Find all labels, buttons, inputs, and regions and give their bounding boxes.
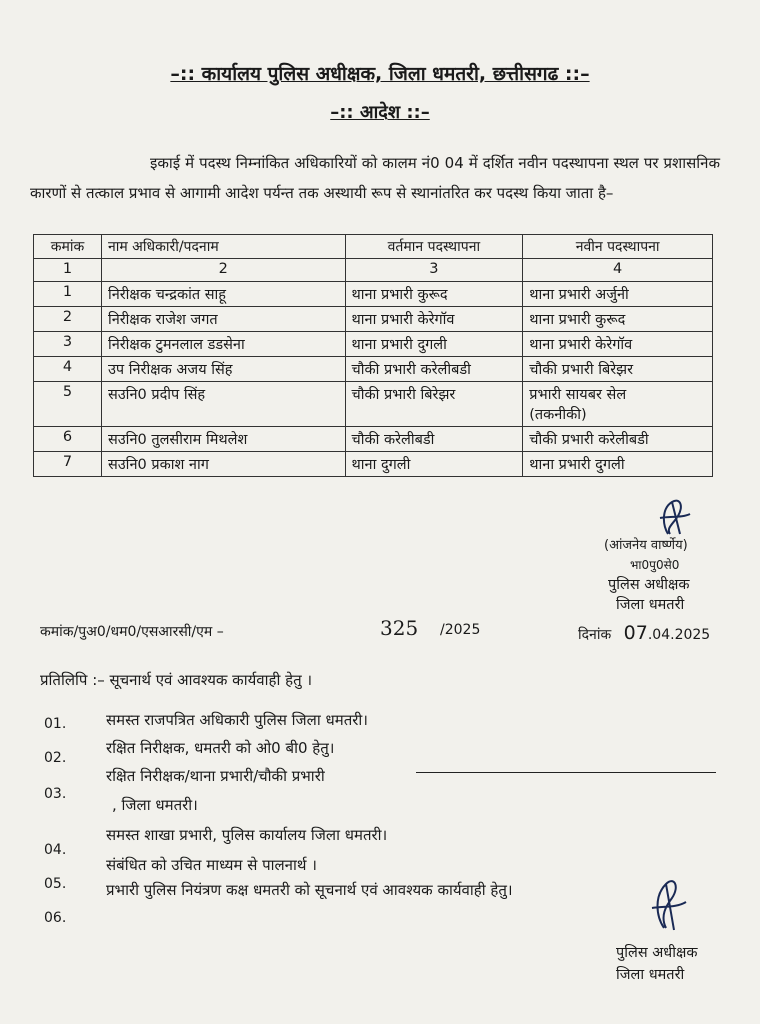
row-new-posting: थाना प्रभारी कुरूद xyxy=(523,307,713,332)
table-header-row xyxy=(34,235,713,259)
row-name: सउनि0 प्रकाश नाग xyxy=(101,452,345,477)
col-number: 2 xyxy=(101,259,345,282)
row-serial: 1 xyxy=(34,282,102,307)
row-new-posting: चौकी प्रभारी बिरेझर xyxy=(523,357,713,382)
row-name: निरीक्षक राजेश जगत xyxy=(101,307,345,332)
row-name: निरीक्षक टुमनलाल डडसेना xyxy=(101,332,345,357)
copy-item-number: 05. xyxy=(44,876,67,892)
table-row xyxy=(34,452,713,477)
row-new-posting xyxy=(523,382,713,427)
footer-district: जिला धमतरी xyxy=(616,967,685,983)
row-serial: 3 xyxy=(34,332,102,357)
row-name: सउनि0 तुलसीराम मिथलेश xyxy=(101,427,345,452)
row-serial: 2 xyxy=(34,307,102,332)
copy-item-number: 06. xyxy=(44,910,67,926)
signatory-name: (आंजनेय वार्ष्णेय) xyxy=(604,538,688,553)
copy-item-number: 04. xyxy=(44,842,67,858)
row-name: सउनि0 प्रदीप सिंह xyxy=(101,382,345,427)
blank-fill-line xyxy=(416,772,716,773)
row-current-posting: चौकी प्रभारी बिरेझर xyxy=(345,382,523,427)
col-number: 4 xyxy=(523,259,713,282)
row-serial: 5 xyxy=(34,382,102,427)
signatory-designation: पुलिस अधीक्षक xyxy=(608,577,690,593)
row-new-posting: थाना प्रभारी अर्जुनी xyxy=(523,282,713,307)
header-new-posting: नवीन पदस्थापना xyxy=(523,235,713,259)
row-new-posting: थाना प्रभारी दुगली xyxy=(523,452,713,477)
row-current-posting: चौकी करेलीबडी xyxy=(345,427,523,452)
table-column-number-row xyxy=(34,259,713,282)
table-row xyxy=(34,282,713,307)
copy-item-text: संबंधित को उचित माध्यम से पालनार्थ । xyxy=(106,856,317,874)
header-serial: कमांक xyxy=(34,235,102,259)
signature-scribble xyxy=(640,494,700,540)
row-current-posting: थाना प्रभारी कुरूद xyxy=(345,282,523,307)
footer-designation: पुलिस अधीक्षक xyxy=(616,945,698,961)
table-row xyxy=(34,357,713,382)
table-row xyxy=(34,332,713,357)
table-row xyxy=(34,382,713,427)
copy-item-text: रक्षित निरीक्षक, धमतरी को ओ0 बी0 हेतु। xyxy=(106,739,335,757)
row-new-posting: थाना प्रभारी केरेगॉव xyxy=(523,332,713,357)
row-serial: 7 xyxy=(34,452,102,477)
table-row xyxy=(34,427,713,452)
reference-year: /2025 xyxy=(440,622,481,638)
col-number: 3 xyxy=(345,259,523,282)
reference-number: 325 xyxy=(380,616,419,640)
intro-paragraph: इकाई में पदस्थ निम्नांकित अधिकारियों को कालम नं0 04 में दर्शित नवीन पदस्थापना स्थल पर प्रशासनिक कारणों से तत्काल प्रभाव से आगामी आदेश पर्यन्त तक अस्थायी रूप से स्थानांतरित कर पदस्थ किया जाता है– xyxy=(30,154,720,202)
date-label: दिनांक xyxy=(578,627,612,643)
signatory-district: जिला धमतरी xyxy=(616,597,685,613)
header-name: नाम अधिकारी/पदनाम xyxy=(101,235,345,259)
new-posting-line2: (तकनीकी) xyxy=(529,407,587,423)
header-current-posting: वर्तमान पदस्थापना xyxy=(345,235,523,259)
copy-item-number: 02. xyxy=(44,750,67,766)
copy-item-text: समस्त राजपत्रित अधिकारी पुलिस जिला धमतरी। xyxy=(106,711,368,729)
table-row xyxy=(34,307,713,332)
transfer-table xyxy=(33,234,713,477)
row-serial: 4 xyxy=(34,357,102,382)
signature-scribble xyxy=(640,872,690,934)
copy-item-text: प्रभारी पुलिस नियंत्रण कक्ष धमतरी को सूचनार्थ एवं आवश्यक कार्यवाही हेतु। xyxy=(106,881,513,899)
reference-date xyxy=(578,622,710,644)
date-day: 07 xyxy=(623,622,648,644)
copy-item-number: 01. xyxy=(44,716,67,732)
copy-item-text: समस्त शाखा प्रभारी, पुलिस कार्यालय जिला धमतरी। xyxy=(106,826,388,844)
row-new-posting: चौकी प्रभारी करेलीबडी xyxy=(523,427,713,452)
new-posting-line1: प्रभारी सायबर सेल xyxy=(529,387,627,403)
row-current-posting: चौकी प्रभारी करेलीबडी xyxy=(345,357,523,382)
col-number: 1 xyxy=(34,259,102,282)
row-current-posting: थाना प्रभारी केरेगॉव xyxy=(345,307,523,332)
row-current-posting: थाना प्रभारी दुगली xyxy=(345,332,523,357)
copy-heading: प्रतिलिपि :– सूचनार्थ एवं आवश्यक कार्यवाही हेतु । xyxy=(40,671,313,689)
signatory-service: भा0पु0से0 xyxy=(630,558,680,572)
copy-item-number: 03. xyxy=(44,786,67,802)
order-title: –:: आदेश ::– xyxy=(330,102,430,123)
office-title: –:: कार्यालय पुलिस अधीक्षक, जिला धमतरी, छत्तीसगढ ::– xyxy=(170,63,590,85)
row-name: निरीक्षक चन्द्रकांत साहू xyxy=(101,282,345,307)
copy-item-text-line2: , जिला धमतरी। xyxy=(112,796,198,814)
row-serial: 6 xyxy=(34,427,102,452)
date-rest: .04.2025 xyxy=(647,627,711,643)
row-current-posting: थाना दुगली xyxy=(345,452,523,477)
copy-item-text: रक्षित निरीक्षक/थाना प्रभारी/चौकी प्रभारी xyxy=(106,767,325,785)
row-name: उप निरीक्षक अजय सिंह xyxy=(101,357,345,382)
reference-prefix: कमांक/पुअ0/धम0/एसआरसी/एम – xyxy=(40,624,224,640)
